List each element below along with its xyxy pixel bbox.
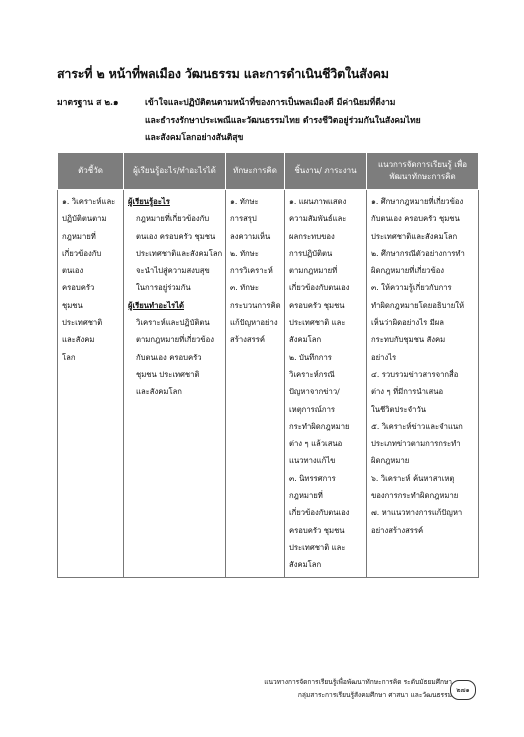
cell-line: ๓. นิทรรศการ — [289, 473, 336, 483]
cell-line: ตามกฎหมายที่เกี่ยวข้อง — [136, 335, 214, 345]
cell-line: แนวทางแก้ไข — [289, 456, 336, 466]
cell-line: ประเทศชาติและสังคมโลก — [371, 231, 458, 241]
cell-indicator — [58, 190, 124, 578]
cell-line: ๑. ศึกษากฎหมายที่เกี่ยวข้อง — [371, 197, 464, 206]
cell-line: อย่างสร้างสรรค์ — [371, 525, 424, 535]
cell-line: และสังคม — [62, 335, 95, 345]
cell-line: แก้ปัญหาอย่าง — [230, 318, 278, 328]
cell-line: เกี่ยวข้องกับตนเอง — [289, 283, 350, 293]
cell-line: ประเทศชาติ และ — [289, 542, 346, 552]
cell-line: ความสัมพันธ์และ — [289, 214, 347, 224]
cell-line: ๓. ให้ความรู้เกี่ยวกับการ — [371, 283, 452, 293]
cell-line: ในการอยู่ร่วมกัน — [136, 283, 191, 293]
standard-line: เข้าใจและปฏิบัติตนตามหน้าที่ของการเป็นพลเมืองดี มีค่านิยมที่ดีงาม — [145, 98, 396, 108]
cell-line: ผิดกฎหมาย — [371, 456, 410, 466]
cell-line: กระบวนการคิด — [230, 300, 281, 310]
cell-line: เกี่ยวข้องกับ — [62, 248, 102, 258]
cell-line: ครอบครัว — [62, 283, 95, 293]
standard-line: และสังคมโลกอย่างสันติสุข — [145, 133, 244, 143]
do-block — [128, 314, 222, 400]
learning-table-wrap — [57, 152, 478, 578]
cell-line: ต่าง ๆ ที่มีการนำเสนอ — [371, 387, 444, 397]
cell-line: ผิดกฎหมายที่เกี่ยวข้อง — [371, 266, 445, 276]
header-thinking-skills: ทักษะการคิด — [226, 153, 285, 190]
page-number: ๒๗๑ — [450, 680, 476, 700]
cell-line: ๖. วิเคราะห์ ค้นหาสาเหตุ — [371, 473, 455, 483]
do-heading: ผู้เรียนทำอะไรได้ — [128, 300, 185, 310]
cell-workpiece — [285, 190, 367, 578]
cell-line: เกี่ยวข้องกับตนเอง — [289, 508, 350, 518]
footer-line: แนวทางการจัดการเรียนรู้เพื่อพัฒนาทักษะการคิด ระดับมัธยมศึกษา — [264, 678, 452, 686]
cell-line: ตนเอง — [62, 266, 84, 276]
cell-line: สังคมโลก — [289, 335, 322, 345]
header-learning-approach: แนวการจัดการเรียนรู้ เพื่อพัฒนาทักษะการคิด — [367, 153, 479, 190]
learn-heading: ผู้เรียนรู้อะไร — [128, 197, 170, 206]
cell-line: ๗. หาแนวทางการแก้ปัญหา — [371, 508, 463, 518]
table-row — [58, 190, 479, 578]
cell-line: ประเทศชาติและสังคมโลก — [136, 248, 223, 258]
cell-line: ชุมชน — [62, 300, 83, 310]
cell-line: กับตนเอง ครอบครัว ชุมชน — [371, 214, 460, 224]
cell-line: และสังคมโลก — [136, 387, 182, 397]
cell-line: ครอบครัว ชุมชน — [289, 300, 345, 310]
cell-line: ชุมชน ประเทศชาติ — [136, 369, 200, 379]
cell-line: ประเทศชาติ และ — [289, 318, 346, 328]
cell-line: ๒. ทักษะ — [230, 248, 259, 258]
cell-line: ผลกระทบของ — [289, 231, 335, 241]
header-workpiece: ชิ้นงาน/ ภาระงาน — [285, 153, 367, 190]
cell-line: วิเคราะห์และปฏิบัติตน — [136, 318, 210, 328]
table-header-row — [58, 153, 479, 190]
cell-line: ของการกระทำผิดกฎหมาย — [371, 491, 459, 501]
standard-text — [145, 95, 481, 148]
cell-thinking-skills — [226, 190, 285, 578]
header-learn-what: ผู้เรียนรู้อะไร/ทำอะไรได้ — [124, 153, 226, 190]
cell-line: การสรุป — [230, 214, 257, 224]
cell-line: โลก — [62, 352, 76, 362]
footer-line: กลุ่มสาระการเรียนรู้สังคมศึกษา ศาสนา และวัฒนธรรม — [297, 691, 452, 699]
cell-line: สร้างสรรค์ — [230, 335, 265, 345]
cell-line: ตนเอง ครอบครัว ชุมชน — [136, 231, 216, 241]
cell-line: จะนำไปสู่ความสงบสุข — [136, 266, 210, 276]
cell-line: ๔. รวบรวมข่าวสารจากสื่อ — [371, 369, 459, 379]
cell-line: อย่างไร — [371, 352, 397, 362]
cell-line: ประเทศชาติ — [62, 318, 103, 328]
cell-line: กระทบกับชุมชน สังคม — [371, 335, 446, 345]
cell-learning-approach — [367, 190, 479, 578]
cell-line: การวิเคราะห์ — [230, 266, 273, 276]
cell-line: ๒. ศึกษากรณีตัวอย่างการทำ — [371, 248, 465, 258]
header-indicator: ตัวชี้วัด — [58, 153, 124, 190]
cell-line: กฎหมายที่ — [62, 231, 96, 241]
cell-line: กับตนเอง ครอบครัว — [136, 352, 202, 362]
cell-line: สังคมโลก — [289, 560, 322, 570]
learn-block — [128, 210, 222, 296]
cell-line: การปฏิบัติตน — [289, 248, 333, 258]
cell-line: ปัญหาจากข่าว/ — [289, 387, 340, 397]
cell-line: ๒. บันทึกการ — [289, 352, 332, 362]
standard-line: และธำรงรักษาประเพณีและวัฒนธรรมไทย ดำรงชีวิตอยู่ร่วมกันในสังคมไทย — [145, 115, 421, 126]
footer — [264, 676, 452, 702]
cell-line: ๓. ทักษะ — [230, 283, 260, 293]
cell-line: ต่าง ๆ แล้วเสนอ — [289, 439, 343, 449]
cell-line: ทำผิดกฎหมายโดยอธิบายให้ — [371, 300, 465, 310]
cell-line: ๑. แผนภาพแสดง — [289, 197, 347, 206]
cell-line: ๑. ทักษะ — [230, 197, 259, 206]
cell-line: ๑. วิเคราะห์และ — [62, 197, 116, 206]
cell-line: กฎหมายที่ — [289, 491, 323, 501]
cell-line: ๕. วิเคราะห์ข่าวและจำแนก — [371, 421, 463, 431]
cell-line: ในชีวิตประจำวัน — [371, 404, 427, 414]
cell-line: ตามกฎหมายที่ — [289, 266, 338, 276]
cell-line: ประเภทข่าวตามการกระทำ — [371, 439, 461, 449]
cell-line: ครอบครัว ชุมชน — [289, 525, 345, 535]
cell-line: กระทำผิดกฎหมาย — [289, 421, 350, 431]
cell-line: วิเคราะห์กรณี — [289, 369, 335, 379]
strand-title: สาระที่ ๒ หน้าที่พลเมือง วัฒนธรรม และการดำเนินชีวิตในสังคม — [57, 66, 389, 81]
standard-code: มาตรฐาน ส ๒.๑ — [57, 98, 119, 108]
cell-line: กฎหมายที่เกี่ยวข้องกับ — [136, 214, 210, 224]
cell-line: ลงความเห็น — [230, 231, 271, 241]
cell-learn-what — [124, 190, 226, 578]
cell-line: เหตุการณ์การ — [289, 404, 336, 414]
cell-line: ปฏิบัติตนตาม — [62, 214, 107, 224]
cell-line: เห็นว่าผิดอย่างไร มีผล — [371, 318, 444, 328]
learning-table — [57, 152, 479, 578]
